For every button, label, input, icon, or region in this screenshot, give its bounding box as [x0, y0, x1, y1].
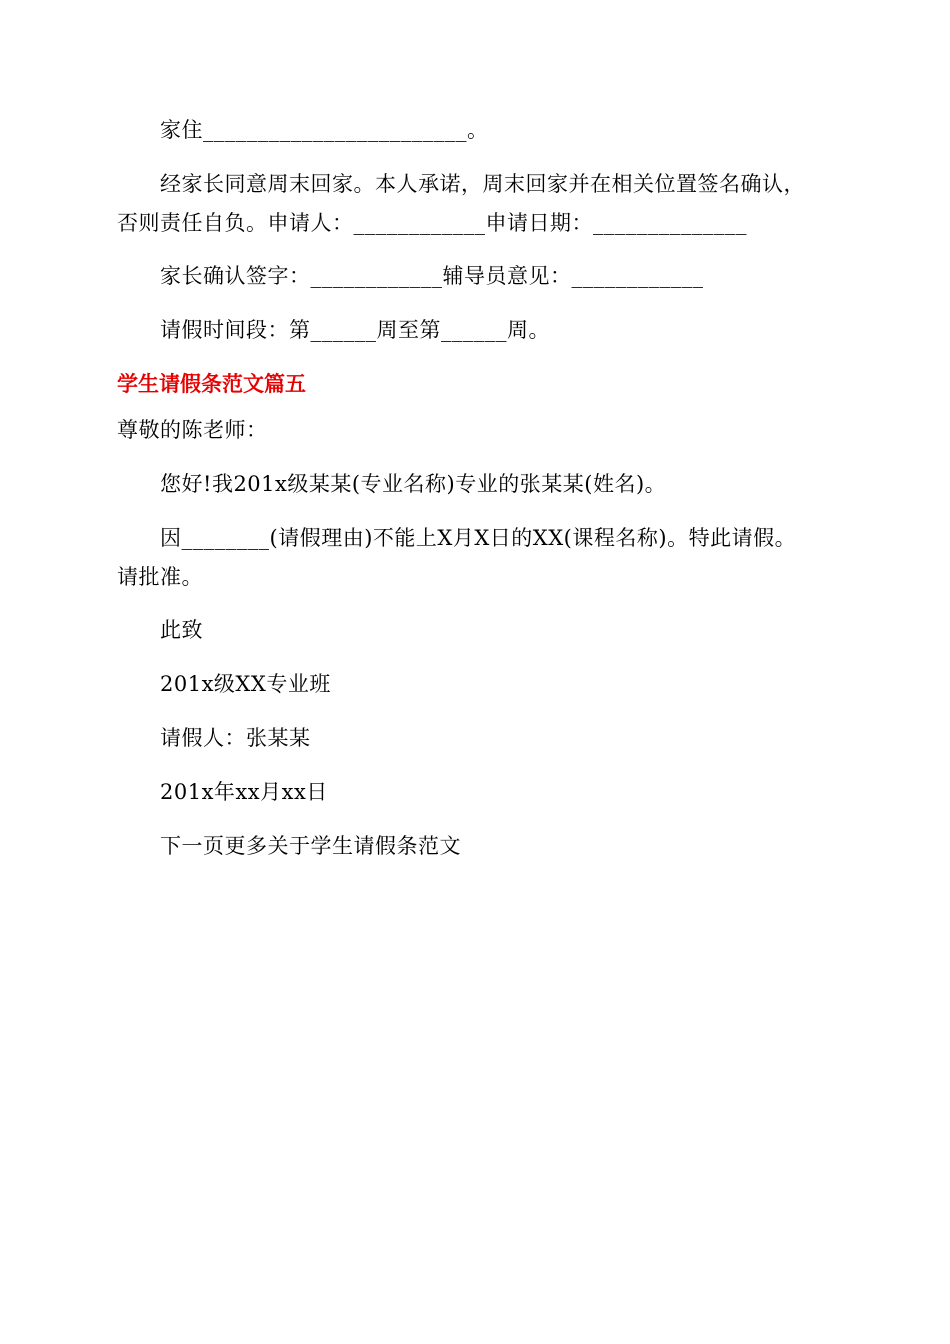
- closing-line: 此致: [160, 618, 203, 642]
- class-line: 201x级XX专业班: [160, 672, 331, 696]
- parent-consent-line: 经家长同意周末回家。本人承诺，周末回家并在相关位置签名确认，: [160, 172, 805, 196]
- next-page-link[interactable]: 下一页更多关于学生请假条范文: [160, 834, 461, 858]
- reason-line: 因________(请假理由)不能上X月X日的XX(课程名称)。特此请假。: [160, 526, 797, 550]
- leave-period-line: 请假时间段：第______周至第______周。: [160, 318, 550, 342]
- applicant-line: 否则责任自负。申请人：____________申请日期：______________: [117, 211, 747, 235]
- section-heading: 学生请假条范文篇五: [117, 372, 306, 396]
- greeting-line: 您好!我201x级某某(专业名称)专业的张某某(姓名)。: [160, 472, 667, 496]
- home-address-line: 家住________________________。: [160, 118, 489, 142]
- request-approval-line: 请批准。: [117, 565, 203, 589]
- salutation-line: 尊敬的陈老师：: [117, 418, 268, 442]
- parent-signature-line: 家长确认签字：____________辅导员意见：____________: [160, 264, 704, 288]
- date-line: 201x年xx月xx日: [160, 780, 328, 804]
- applicant-name-line: 请假人：张某某: [160, 726, 311, 750]
